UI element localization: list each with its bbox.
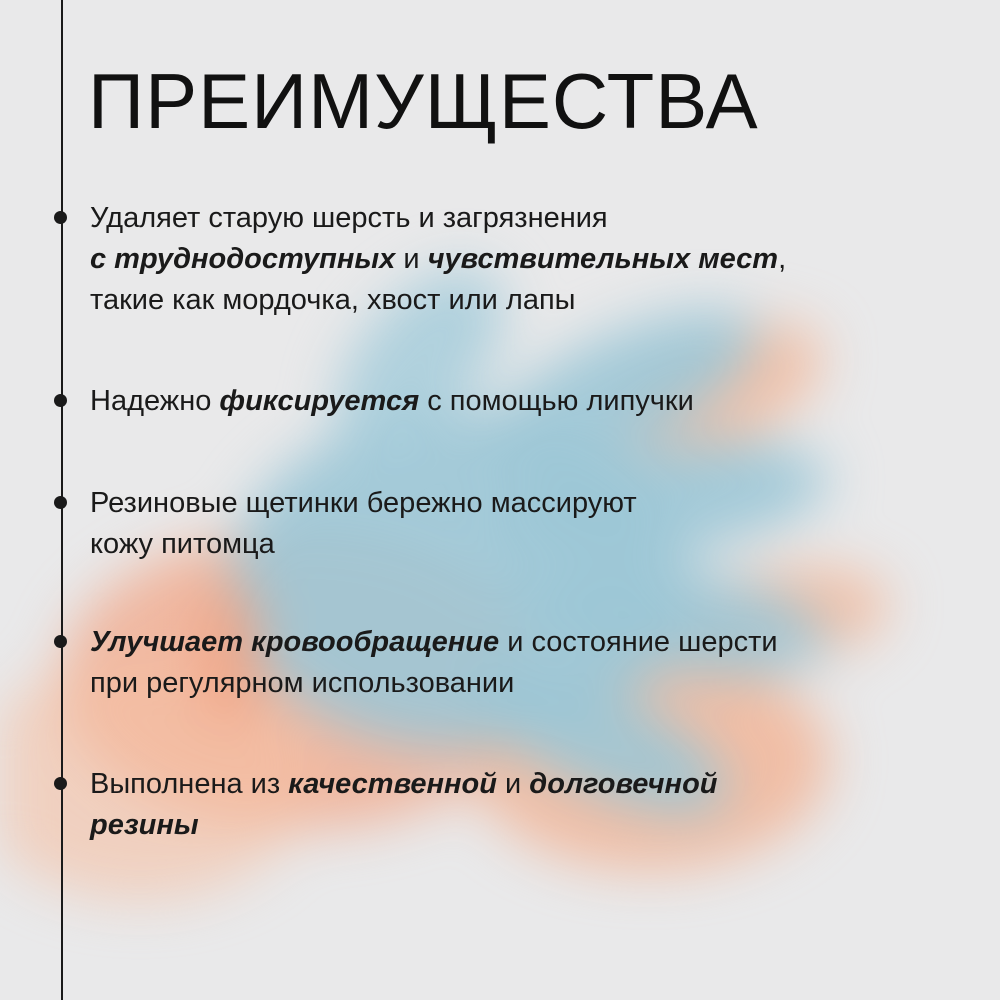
benefit-2-text-2: с помощью липучки	[419, 385, 694, 417]
benefit-5-line-2	[90, 805, 718, 846]
benefit-4-emphasis: Улучшает кровообращение	[90, 626, 500, 658]
benefit-5-emphasis-2: долговечной	[529, 768, 718, 800]
benefit-5-emphasis-3: резины	[90, 809, 199, 841]
benefit-1-line-3: такие как мордочка, хвост или лапы	[90, 284, 576, 316]
benefit-5-connector: и	[496, 768, 530, 800]
benefit-4-text-1: и состояние шерсти	[499, 626, 778, 658]
benefit-1-line-2	[90, 239, 786, 280]
benefit-item-3	[90, 483, 637, 565]
benefit-item-1	[90, 198, 786, 321]
bullet-dot	[54, 635, 67, 648]
benefit-item-5	[90, 764, 718, 846]
benefit-4-line-2: при регулярном использовании	[90, 667, 515, 699]
benefit-2-text-1: Надежно	[90, 385, 220, 417]
benefit-2-emphasis: фиксируется	[219, 385, 420, 417]
benefit-4-line-1	[90, 622, 778, 663]
bullet-dot	[54, 394, 67, 407]
benefit-5-text-1: Выполнена из	[90, 768, 289, 800]
benefit-1-emphasis-1: с труднодоступных	[90, 243, 396, 275]
page-title: ПРЕИМУЩЕСТВА	[88, 57, 759, 145]
benefit-1-emphasis-2: чувствительных мест	[427, 243, 779, 275]
bullet-dot	[54, 211, 67, 224]
benefit-5-line-1	[90, 764, 718, 805]
benefit-3-line-2: кожу питомца	[90, 528, 275, 560]
benefit-1-line-1: Удаляет старую шерсть и загрязнения	[90, 202, 608, 234]
bullet-dot	[54, 496, 67, 509]
benefit-5-emphasis-1: качественной	[288, 768, 497, 800]
benefit-item-4	[90, 622, 778, 704]
benefit-item-2	[90, 381, 694, 422]
benefit-2-line-1	[90, 381, 694, 422]
benefit-1-comma: ,	[778, 243, 787, 275]
benefit-3-line-1: Резиновые щетинки бережно массируют	[90, 487, 637, 519]
bullet-dot	[54, 777, 67, 790]
benefit-1-connector: и	[395, 243, 428, 275]
